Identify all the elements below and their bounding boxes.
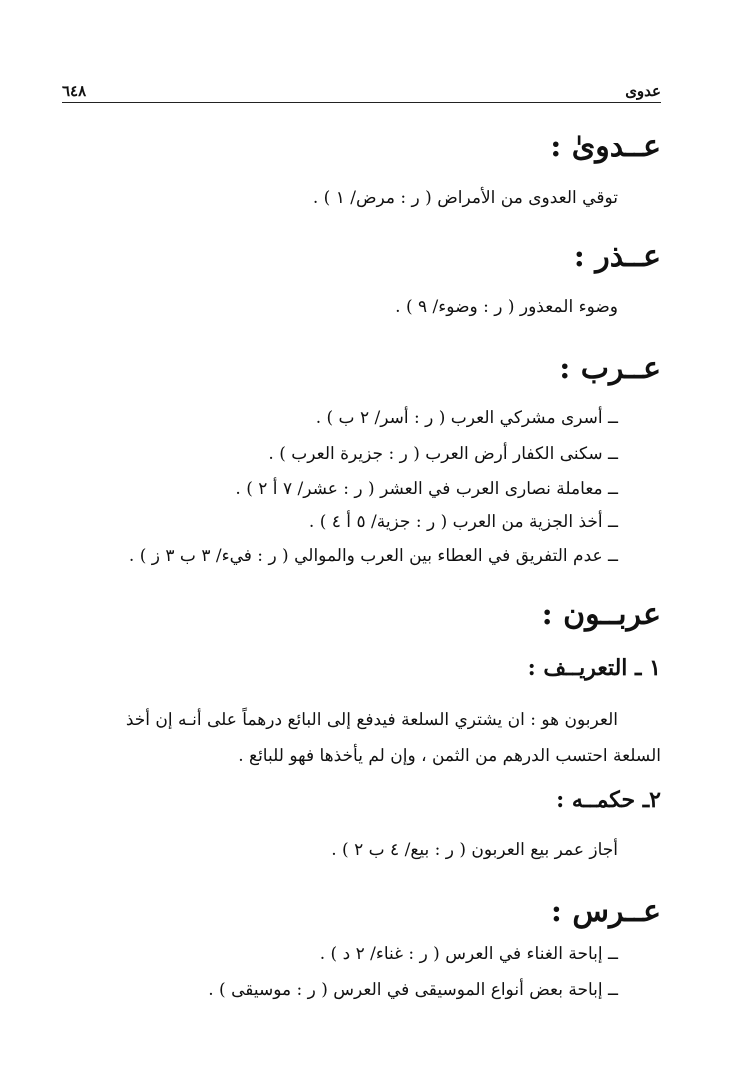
subheading-definition: ١ ـ التعريــف : [527, 655, 661, 681]
entry-heading-urs: عــرس : [550, 894, 661, 929]
entry-heading-adwa: عــدوىٰ : [550, 129, 661, 164]
definition-paragraph [100, 702, 661, 774]
ruling-line: أجاز عمر بيع العربون ( ر : بيع/ ٤ ب ٢ ) . [331, 840, 618, 860]
entry-heading-urbun: عربــون : [541, 597, 661, 632]
list-item-arab-4: ــ أخذ الجزية من العرب ( ر : جزية/ ٥ أ ٤ ) . [308, 512, 618, 532]
list-item-urs-1: ــ إباحة الغناء في العرس ( ر : غناء/ ٢ د ) . [319, 944, 618, 964]
list-item-arab-1: ــ أسرى مشركي العرب ( ر : أسر/ ٢ ب ) . [315, 408, 618, 428]
page-number: ٦٤٨ [62, 82, 87, 100]
list-item-urs-2: ــ إباحة بعض أنواع الموسيقى في العرس ( ر : موسيقى ) . [208, 980, 618, 1000]
definition-line-1: العربون هو : ان يشتري السلعة فيدفع إلى البائع درهماً على أنـه إن أخذ [125, 710, 618, 730]
definition-line-2: السلعة احتسب الدرهم من الثمن ، وإن لم يأخذها فهو للبائع . [238, 746, 661, 766]
entry-heading-arab: عــرب : [559, 351, 661, 386]
entry-heading-udhr: عــذر : [573, 239, 661, 274]
entry-line-udhr: وضوء المعذور ( ر : وضوء/ ٩ ) . [395, 297, 618, 317]
running-title: عدوى [625, 82, 661, 100]
list-item-arab-3: ــ معاملة نصارى العرب في العشر ( ر : عشر/ ٧ أ ٢ ) . [235, 479, 618, 499]
list-item-arab-5: ــ عدم التفريق في العطاء بين العرب والموالي ( ر : فيء/ ٣ ب ٣ ز ) . [128, 546, 618, 566]
list-item-arab-2: ــ سكنى الكفار أرض العرب ( ر : جزيرة العرب ) . [268, 444, 618, 464]
subheading-ruling: ٢ـ حكمــه : [556, 787, 661, 813]
running-header [62, 82, 661, 103]
entry-line-adwa: توقي العدوى من الأمراض ( ر : مرض/ ١ ) . [312, 188, 618, 208]
